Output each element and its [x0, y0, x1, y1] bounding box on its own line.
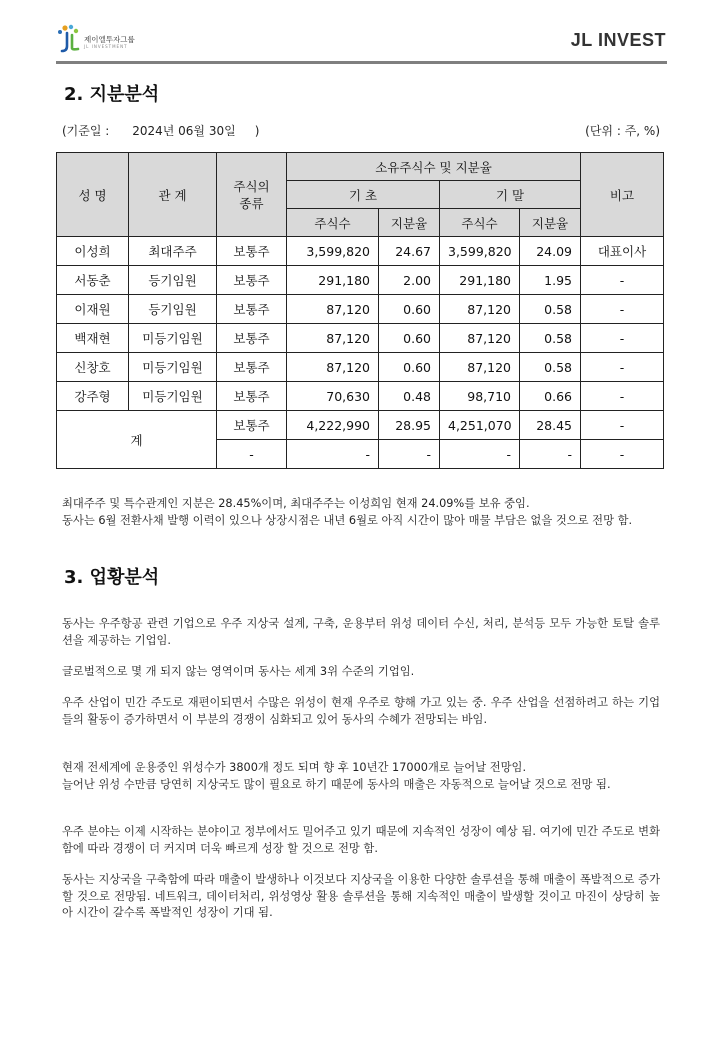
- industry-paragraph: [62, 695, 660, 728]
- cell-begin-ratio: 0.48: [379, 382, 440, 411]
- cell-begin-ratio: -: [379, 440, 440, 469]
- cell-name: 이성희: [57, 237, 129, 266]
- cell-end-ratio: 28.45: [520, 411, 581, 440]
- cell-type: -: [217, 440, 287, 469]
- cell-relation: 미등기임원: [129, 324, 217, 353]
- cell-note: -: [581, 266, 664, 295]
- header-begin: 기 초: [287, 181, 440, 209]
- header-ownership: 소유주식수 및 지분율: [287, 153, 581, 181]
- paragraph-text: 우주 분야는 이제 시작하는 분야이고 정부에서도 밀어주고 있기 때문에 지속적인 성장이 예상 됨. 여기에 민간 주도로 변화함에 따라 경쟁이 더 커지며 더욱 빠르게 성장 할 것으로 전망 함.: [62, 825, 660, 855]
- cell-begin-ratio: 28.95: [379, 411, 440, 440]
- header-divider: [56, 61, 667, 64]
- header-name: 성 명: [57, 153, 129, 237]
- shareholding-table: [56, 152, 664, 469]
- cell-type: 보통주: [217, 295, 287, 324]
- header-begin-ratio: 지분율: [379, 209, 440, 237]
- cell-end-ratio: 0.58: [520, 353, 581, 382]
- cell-end-ratio: 0.58: [520, 324, 581, 353]
- logo-mark-icon: [56, 24, 82, 54]
- cell-type: 보통주: [217, 324, 287, 353]
- header-end: 기 말: [440, 181, 581, 209]
- table-row: [57, 353, 664, 382]
- paragraph-text: 동사는 우주항공 관련 기업으로 우주 지상국 설계, 구축, 운용부터 위성 데이터 수신, 처리, 분석등 모두 가능한 토탈 솔루션을 제공하는 기업임.: [62, 617, 660, 647]
- table-row: [57, 266, 664, 295]
- paragraph-text: 우주 산업이 민간 주도로 재편이되면서 수많은 위성이 현재 우주로 향해 가고 있는 중. 우주 산업을 선점하려고 하는 기업들의 활동이 증가하면서 이 부분의 경쟁이 심화되고 있어 동사의 수혜가 전망되는 바임.: [62, 696, 660, 726]
- cell-type: 보통주: [217, 411, 287, 440]
- industry-paragraph: [62, 664, 660, 681]
- table-row: [57, 382, 664, 411]
- industry-paragraph: [62, 824, 660, 857]
- cell-begin-shares: 87,120: [287, 353, 379, 382]
- table-row: [57, 324, 664, 353]
- cell-name: 서동춘: [57, 266, 129, 295]
- cell-end-shares: 87,120: [440, 295, 520, 324]
- page-header: [56, 24, 666, 64]
- cell-end-ratio: 1.95: [520, 266, 581, 295]
- paragraph-text: 현재 전세계에 운용중인 위성수가 3800개 정도 되며 향 후 10년간 17000개로 늘어날 전망임.: [62, 761, 527, 774]
- table-row: [57, 295, 664, 324]
- cell-type: 보통주: [217, 237, 287, 266]
- paragraph-text: 글로벌적으로 몇 개 되지 않는 영역이며 동사는 세계 3위 수준의 기업임.: [62, 665, 415, 678]
- brand-name: JL INVEST: [570, 30, 666, 50]
- cell-relation: 최대주주: [129, 237, 217, 266]
- paragraph-text: 늘어난 위성 수만큼 당연히 지상국도 많이 필요로 하기 때문에 동사의 매출은 자동적으로 늘어날 것으로 전망 됨.: [62, 777, 611, 791]
- ownership-summary: [62, 496, 660, 529]
- cell-end-shares: 87,120: [440, 324, 520, 353]
- basis-date: (기준일 : 2024년 06월 30일 ): [62, 124, 260, 138]
- cell-begin-ratio: 0.60: [379, 353, 440, 382]
- header-begin-shares: 주식수: [287, 209, 379, 237]
- cell-end-shares: 291,180: [440, 266, 520, 295]
- cell-begin-ratio: 0.60: [379, 295, 440, 324]
- cell-begin-shares: 87,120: [287, 295, 379, 324]
- header-end-shares: 주식수: [440, 209, 520, 237]
- industry-paragraph: [62, 872, 660, 922]
- cell-name: 백재현: [57, 324, 129, 353]
- cell-relation: 미등기임원: [129, 353, 217, 382]
- cell-end-ratio: 24.09: [520, 237, 581, 266]
- section-2-title: 2. 지분분석: [64, 84, 160, 105]
- cell-note: 대표이사: [581, 237, 664, 266]
- cell-end-shares: 87,120: [440, 353, 520, 382]
- cell-relation: 등기임원: [129, 295, 217, 324]
- cell-relation: 미등기임원: [129, 382, 217, 411]
- total-label: 계: [57, 411, 217, 469]
- industry-paragraph: [62, 616, 660, 649]
- cell-begin-shares: 3,599,820: [287, 237, 379, 266]
- header-note: 비고: [581, 153, 664, 237]
- cell-begin-shares: 87,120: [287, 324, 379, 353]
- industry-paragraph: [62, 760, 660, 793]
- cell-begin-shares: 291,180: [287, 266, 379, 295]
- cell-type: 보통주: [217, 266, 287, 295]
- header-end-ratio: 지분율: [520, 209, 581, 237]
- header-relation: 관 계: [129, 153, 217, 237]
- cell-relation: 등기임원: [129, 266, 217, 295]
- summary-line: 최대주주 및 특수관계인 지분은 28.45%이며, 최대주주는 이성희임 현재 24.09%를 보유 중임.: [62, 497, 530, 510]
- cell-end-shares: -: [440, 440, 520, 469]
- cell-begin-ratio: 24.67: [379, 237, 440, 266]
- cell-end-shares: 3,599,820: [440, 237, 520, 266]
- cell-note: -: [581, 324, 664, 353]
- company-logo: [56, 24, 176, 56]
- cell-end-ratio: -: [520, 440, 581, 469]
- cell-end-shares: 98,710: [440, 382, 520, 411]
- cell-note: -: [581, 382, 664, 411]
- logo-text: 제이엘투자그룹: [84, 35, 135, 44]
- section-3-title: 3. 업황분석: [64, 567, 160, 588]
- cell-type: 보통주: [217, 382, 287, 411]
- cell-begin-ratio: 2.00: [379, 266, 440, 295]
- cell-end-ratio: 0.66: [520, 382, 581, 411]
- cell-begin-shares: 4,222,990: [287, 411, 379, 440]
- summary-line: 동사는 6월 전환사채 발행 이력이 있으나 상장시점은 내년 6월로 아직 시간이 많아 매물 부담은 없을 것으로 전망 함.: [62, 513, 633, 527]
- table-row: [57, 237, 664, 266]
- cell-type: 보통주: [217, 353, 287, 382]
- cell-end-ratio: 0.58: [520, 295, 581, 324]
- cell-note: -: [581, 295, 664, 324]
- unit-label: (단위 : 주, %): [585, 124, 660, 138]
- cell-begin-shares: 70,630: [287, 382, 379, 411]
- cell-note: -: [581, 411, 664, 440]
- cell-note: -: [581, 440, 664, 469]
- cell-name: 이재원: [57, 295, 129, 324]
- cell-name: 강주형: [57, 382, 129, 411]
- cell-begin-ratio: 0.60: [379, 324, 440, 353]
- total-row: [57, 411, 664, 440]
- paragraph-text: 동사는 지상국을 구축함에 따라 매출이 발생하나 이것보다 지상국을 이용한 다양한 솔루션을 통해 매출이 폭발적으로 증가 할 것으로 전망됨. 네트워크, 데이터처리, 위성영상 활용 솔루션을 통해 지속적인 매출이 발생할 것이고 마진이 상당히 높아 시간이 갈수록 폭발적인 성장이 기대 됨.: [62, 873, 660, 919]
- logo-subtext: JL INVESTMENT: [84, 44, 128, 49]
- header-stock-type: 주식의 종류: [217, 153, 287, 237]
- cell-name: 신창호: [57, 353, 129, 382]
- cell-end-shares: 4,251,070: [440, 411, 520, 440]
- cell-note: -: [581, 353, 664, 382]
- cell-begin-shares: -: [287, 440, 379, 469]
